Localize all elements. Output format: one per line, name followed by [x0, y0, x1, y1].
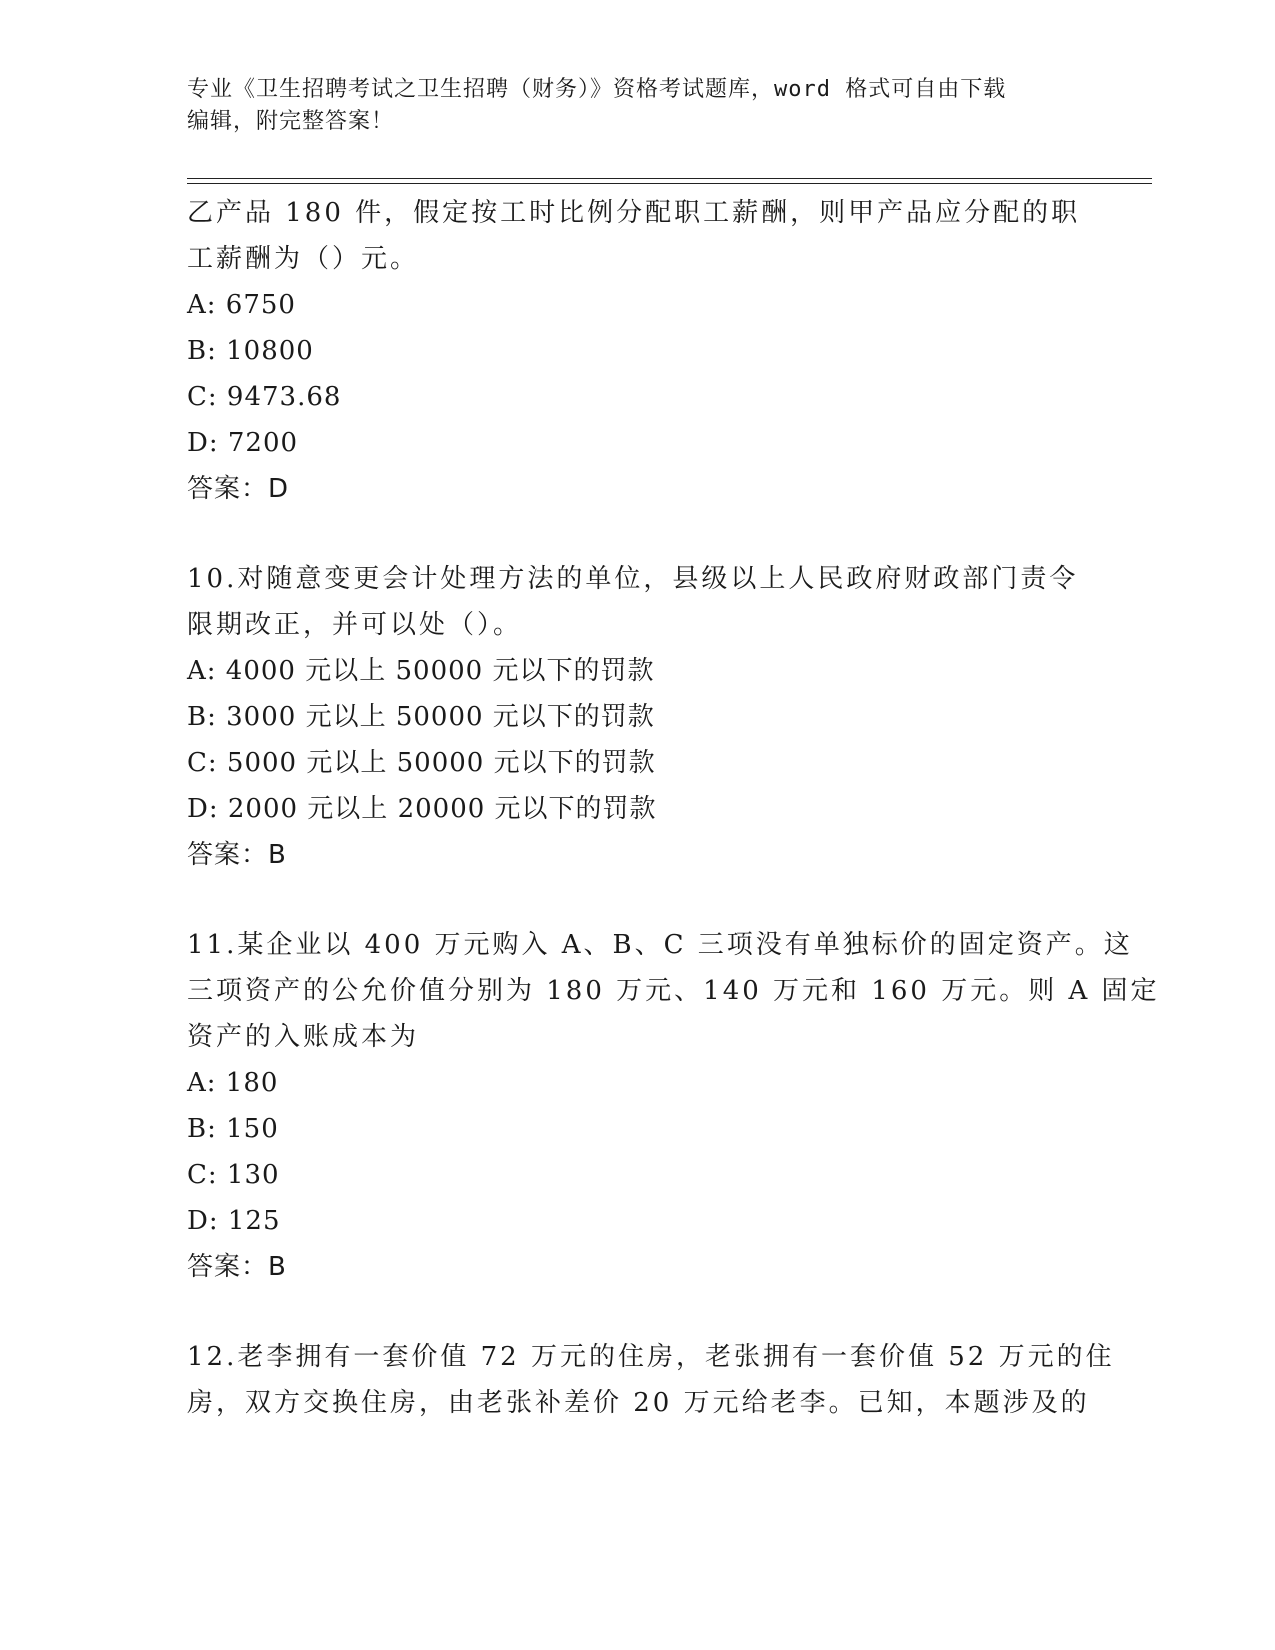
option-d: D: 7200 — [187, 428, 299, 458]
answer-line: 答案：B — [187, 840, 287, 870]
answer-line: 答案：D — [187, 474, 290, 504]
option-c: C: 5000 元以上 50000 元以下的罚款 — [187, 748, 656, 778]
header-divider-bottom — [187, 183, 1152, 184]
question-list — [187, 190, 1160, 1426]
question-text-line: 房，双方交换住房，由老张补差价 20 万元给老李。已知，本题涉及的 — [187, 1388, 1090, 1418]
question-text-line: 限期改正，并可以处（）。 — [187, 610, 523, 640]
option-b: B: 150 — [187, 1114, 279, 1144]
question-12 — [187, 1334, 1115, 1426]
answer-line: 答案：B — [187, 1252, 287, 1282]
question-text-line: 资产的入账成本为 — [187, 1022, 420, 1052]
question-text-line: 三项资产的公允价值分别为 180 万元、140 万元和 160 万元。则 A 固定 — [187, 976, 1160, 1006]
option-c: C: 130 — [187, 1160, 280, 1190]
question-text-line: 11.某企业以 400 万元购入 A、B、C 三项没有单独标价的固定资产。这 — [187, 930, 1133, 960]
question-text-line: 10.对随意变更会计处理方法的单位，县级以上人民政府财政部门责令 — [187, 564, 1079, 594]
option-b: B: 3000 元以上 50000 元以下的罚款 — [187, 702, 655, 732]
question-spacer — [187, 1290, 1087, 1334]
option-a: A: 180 — [187, 1068, 279, 1098]
option-c: C: 9473.68 — [187, 382, 342, 412]
option-a: A: 6750 — [187, 290, 296, 320]
header-line-1: 专业《卫生招聘考试之卫生招聘（财务）》资格考试题库，word 格式可自由下载 — [187, 77, 1007, 102]
header-divider-top — [187, 178, 1152, 179]
option-a: A: 4000 元以上 50000 元以下的罚款 — [187, 656, 655, 686]
question-11 — [187, 922, 1160, 1290]
question-spacer — [187, 878, 1087, 922]
question-text-line: 工薪酬为（）元。 — [187, 244, 420, 274]
option-d: D: 125 — [187, 1206, 281, 1236]
question-text-line: 乙产品 180 件，假定按工时比例分配职工薪酬，则甲产品应分配的职 — [187, 198, 1081, 228]
question-spacer — [187, 512, 1087, 556]
option-d: D: 2000 元以上 20000 元以下的罚款 — [187, 794, 657, 824]
question-text-line: 12.老李拥有一套价值 72 万元的住房，老张拥有一套价值 52 万元的住 — [187, 1342, 1115, 1372]
question-9 — [187, 190, 1087, 512]
option-b: B: 10800 — [187, 336, 314, 366]
header-line-2: 编辑，附完整答案！ — [187, 109, 395, 134]
question-10 — [187, 556, 1087, 878]
document-header — [187, 74, 1087, 138]
